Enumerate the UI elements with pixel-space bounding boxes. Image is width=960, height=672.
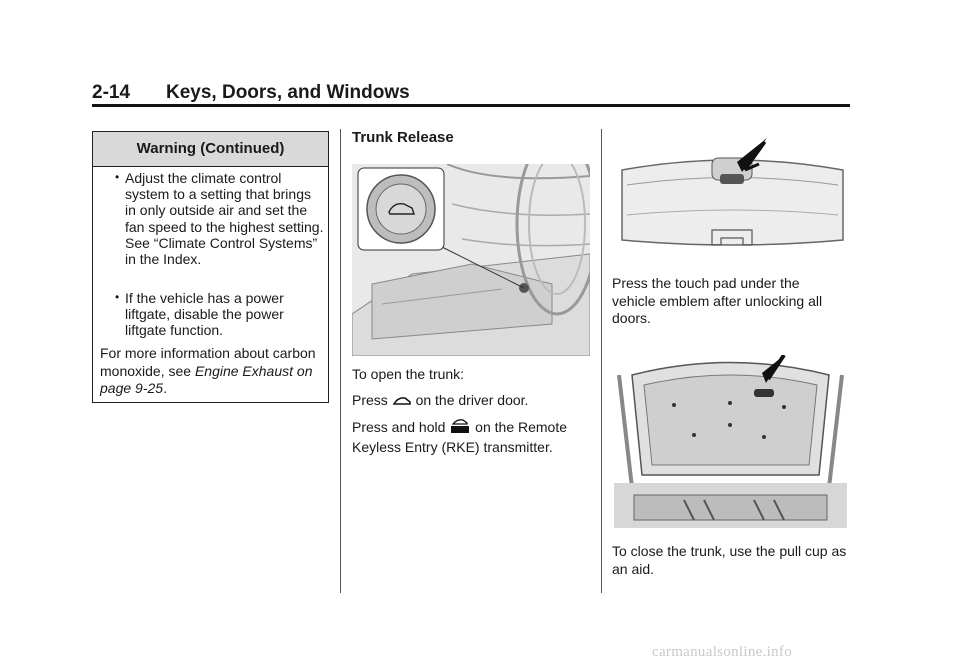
open-trunk-intro: To open the trunk: <box>352 366 465 382</box>
press-prefix: Press <box>352 392 392 408</box>
section-title: Keys, Doors, and Windows <box>166 82 410 103</box>
press-button-instruction <box>352 392 528 412</box>
column-divider <box>340 129 341 593</box>
cross-reference-link[interactable]: Engine Exhaust on page 9-25 <box>100 362 313 396</box>
close-trunk-instruction: To close the trunk, use the pull cup as an aid. <box>612 543 847 577</box>
trunk-release-heading: Trunk Release <box>352 129 454 146</box>
more-info-suffix: . <box>163 380 167 396</box>
bullet-dot-icon: • <box>115 170 120 184</box>
more-info-prefix: For more information about carbon monoxide, see <box>100 345 316 379</box>
touch-pad-instruction: Press the touch pad under the vehicle emblem after unlocking all doors. <box>612 275 823 326</box>
hold-suffix: on the Remote Keyless Entry (RKE) transmitter. <box>352 419 568 455</box>
warning-bullet: Adjust the climate control system to a setting that brings in only outside air and set the fan speed to the highest setting. See “Climate Control Systems” in the Index. <box>125 170 324 268</box>
hold-prefix: Press and hold <box>352 419 450 435</box>
page-header <box>92 80 850 106</box>
warning-bullet: If the vehicle has a power liftgate, disable the power liftgate function. <box>125 290 284 339</box>
trunk-release-icon <box>392 394 412 412</box>
press-suffix: on the driver door. <box>411 392 529 408</box>
page-number: 2-14 <box>92 82 131 103</box>
watermark: carmanualsonline.info <box>652 644 793 660</box>
column-divider <box>601 129 602 593</box>
more-info-text <box>100 345 325 398</box>
driver-door-illustration <box>352 164 590 356</box>
warning-title: Warning (Continued) <box>93 132 328 167</box>
open-trunk-lid-illustration <box>614 355 847 528</box>
header-rule <box>92 104 850 107</box>
hold-button-instruction <box>352 418 592 456</box>
trunk-emblem-illustration <box>617 130 848 270</box>
bullet-dot-icon: • <box>115 290 120 304</box>
remote-trunk-hold-icon <box>449 418 471 439</box>
